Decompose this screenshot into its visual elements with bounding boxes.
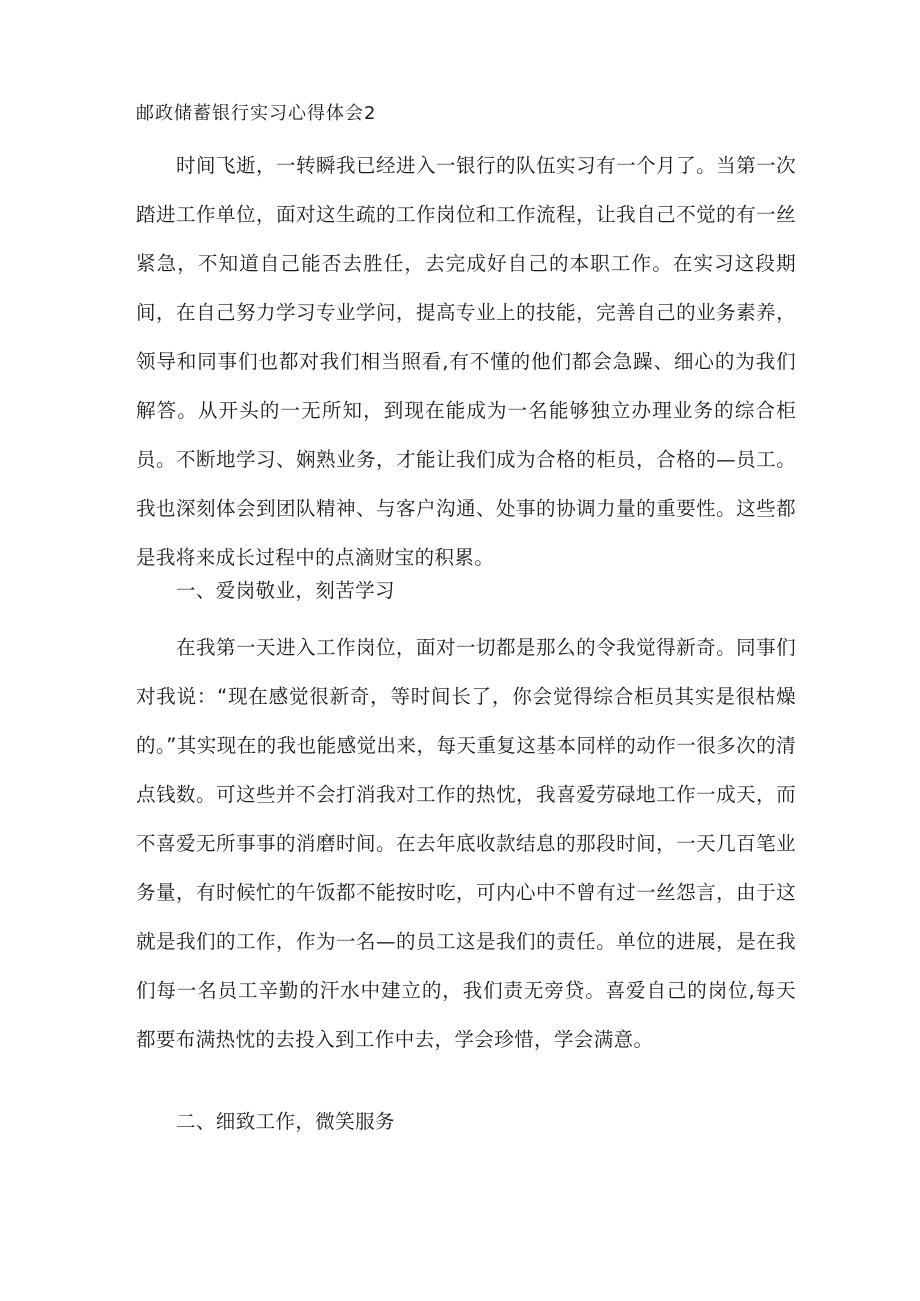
document-title: 邮政储蓄银行实习心得体会2 [136,103,377,124]
body-paragraph-section-1: 在我第一天进入工作岗位，面对一切都是那么的令我觉得新奇。同事们对我说：“现在感觉很新奇，等时间长了，你会觉得综合柜员其实是很枯燥的。”其实现在的我也能感觉出来，每天重复这基本同样的动作一很多次的清点钱数。可这些并不会打消我对工作的热忱，我喜爱劳碌地工作一成天，而不喜爱无所事事的消磨时间。在去年底收款结息的那段时间，一天几百笔业务量，有时候忙的午饭都不能按时吃，可内心中不曾有过一丝怨言，由于这就是我们的工作，作为一名—的员工这是我们的责任。单位的进展，是在我们每一名员工辛勤的汗水中建立的，我们责无旁贷。喜爱自己的岗位,每天都要布满热忱的去投入到工作中去，学会珍惜，学会满意。 [136,636,796,1051]
body-paragraph-intro: 时间飞逝，一转瞬我已经进入一银行的队伍实习有一个月了。当第一次踏进工作单位，面对这生疏的工作岗位和工作流程，让我自己不觉的有一丝紧急，不知道自己能否去胜任，去完成好自己的本职工作。在实习这段期间，在自己努力学习专业学问，提高专业上的技能，完善自己的业务素养，领导和同事们也都对我们相当照看,有不懂的他们都会急躁、细心的为我们解答。从开头的一无所知，到现在能成为一名能够独立办理业务的综合柜员。不断地学习、娴熟业务，才能让我们成为合格的柜员，合格的—员工。我也深刻体会到团队精神、与客户沟通、处事的协调力量的重要性。这些都是我将来成长过程中的点滴财宝的积累。 [136,154,796,569]
section-heading-1: 一、爱岗敬业，刻苦学习 [176,579,395,602]
section-heading-2: 二、细致工作，微笑服务 [176,1110,395,1133]
